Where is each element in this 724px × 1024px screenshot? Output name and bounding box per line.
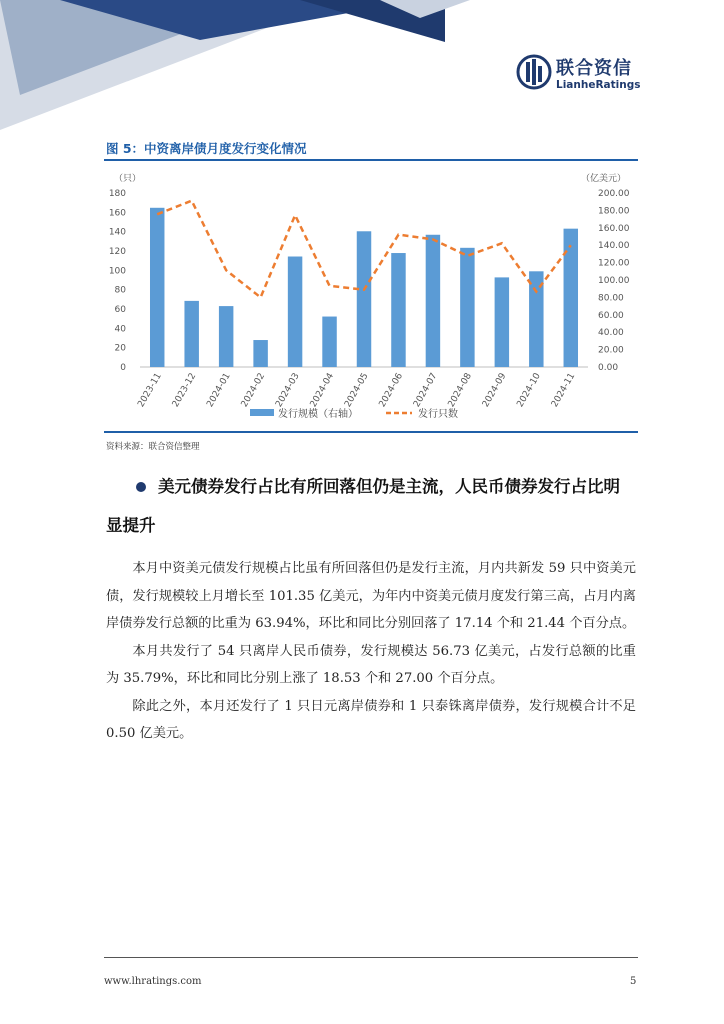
footer-rule bbox=[104, 957, 638, 958]
figure-top-rule bbox=[104, 159, 638, 161]
x-tick-label: 2024-09 bbox=[480, 371, 509, 410]
paragraph-1: 本月中资美元债发行规模占比虽有所回落但仍是发行主流，月内共新发 59 只中资美元债，发行规模较上月增长至 101.35 亿美元，为年内中资美元债月度发行第三高，占月内离岸债券发行总额的比重为 63.94%，环比和同比分别回落了 17.14 个和 21.44 个百分点。 bbox=[106, 561, 636, 631]
left-tick-label: 180 bbox=[108, 189, 126, 199]
bar-2023-12 bbox=[184, 301, 198, 367]
right-tick-label: 100.00 bbox=[598, 276, 630, 286]
bar-2024-07 bbox=[426, 235, 440, 367]
bar-2024-01 bbox=[219, 306, 233, 367]
bar-2024-06 bbox=[391, 253, 405, 367]
left-tick-label: 100 bbox=[108, 266, 126, 277]
left-tick-label: 140 bbox=[108, 227, 126, 238]
x-tick-label: 2024-10 bbox=[515, 371, 543, 410]
bar-2024-04 bbox=[322, 317, 336, 367]
x-tick-label: 2024-11 bbox=[549, 371, 578, 410]
right-tick-label: 180.00 bbox=[598, 206, 630, 217]
x-tick-label: 2023-11 bbox=[136, 371, 164, 410]
lianhe-logo-icon bbox=[516, 52, 552, 92]
x-tick-label: 2024-07 bbox=[412, 371, 440, 410]
logo-name-cn: 联合资信 bbox=[556, 58, 632, 79]
left-tick-label: 20 bbox=[114, 343, 126, 354]
left-tick-label: 80 bbox=[114, 285, 126, 296]
right-tick-label: 20.00 bbox=[598, 345, 624, 356]
section-heading-line1: 美元债券发行占比有所回落但仍是主流，人民币债券发行占比明 bbox=[158, 477, 620, 496]
x-tick-label: 2024-06 bbox=[377, 371, 406, 410]
bar-2024-09 bbox=[495, 277, 509, 367]
bar-2024-03 bbox=[288, 257, 302, 367]
legend-label-line: 发行只数 bbox=[418, 409, 458, 420]
right-tick-label: 60.00 bbox=[598, 310, 624, 321]
company-logo bbox=[516, 52, 646, 96]
left-tick-label: 120 bbox=[108, 247, 126, 257]
right-tick-label: 120.00 bbox=[598, 258, 630, 269]
x-tick-label: 2024-03 bbox=[274, 371, 302, 410]
left-tick-label: 160 bbox=[108, 208, 126, 219]
legend-label-bar: 发行规模（右轴） bbox=[278, 409, 358, 420]
issuance-chart bbox=[104, 166, 638, 431]
x-tick-label: 2024-08 bbox=[446, 371, 474, 410]
left-tick-label: 40 bbox=[114, 324, 126, 335]
paragraph-3: 除此之外，本月还发行了 1 只日元离岸债券和 1 只泰铢离岸债券，发行规模合计不足 0.50 亿美元。 bbox=[106, 698, 636, 741]
page-number: 5 bbox=[630, 976, 637, 987]
left-tick-label: 0 bbox=[120, 363, 126, 373]
section-heading-line2: 显提升 bbox=[106, 516, 156, 535]
section-heading-continued bbox=[106, 508, 636, 544]
bar-2024-11 bbox=[564, 229, 578, 367]
bar-2024-05 bbox=[357, 231, 371, 367]
bar-2023-11 bbox=[150, 208, 164, 367]
left-tick-label: 60 bbox=[114, 305, 126, 315]
right-tick-label: 200.00 bbox=[598, 189, 630, 199]
figure-source: 资料来源：联合资信整理 bbox=[106, 442, 200, 452]
x-tick-label: 2023-12 bbox=[170, 371, 199, 410]
right-tick-label: 80.00 bbox=[598, 293, 624, 304]
x-tick-label: 2024-01 bbox=[205, 371, 233, 410]
logo-name-en: LianheRatings bbox=[556, 79, 641, 91]
x-tick-label: 2024-04 bbox=[308, 371, 337, 410]
right-tick-label: 140.00 bbox=[598, 241, 630, 252]
left-axis-unit: （只） bbox=[114, 174, 142, 184]
right-tick-label: 40.00 bbox=[598, 328, 624, 339]
figure-title: 图 5：中资离岸债月度发行变化情况 bbox=[106, 141, 307, 156]
chart-legend bbox=[250, 407, 458, 420]
paragraph-2: 本月共发行了 54 只离岸人民币债券，发行规模达 56.73 亿美元，占发行总额的比重为 35.79%，环比和同比分别上涨了 18.53 个和 27.00 个百分点。 bbox=[106, 643, 636, 686]
section-heading bbox=[106, 469, 636, 505]
bar-2024-02 bbox=[253, 340, 267, 367]
right-tick-label: 0.00 bbox=[598, 363, 619, 373]
right-axis-unit: （亿美元） bbox=[580, 174, 626, 184]
figure-bottom-rule bbox=[104, 431, 638, 433]
bullet-icon bbox=[136, 482, 146, 492]
x-tick-label: 2024-02 bbox=[239, 371, 268, 410]
footer-website: www.lhratings.com bbox=[104, 976, 202, 987]
body-text bbox=[106, 555, 636, 748]
bar-2024-08 bbox=[460, 248, 474, 367]
x-tick-label: 2024-05 bbox=[343, 371, 371, 410]
legend-swatch-bar bbox=[250, 409, 274, 416]
right-tick-label: 160.00 bbox=[598, 223, 630, 234]
